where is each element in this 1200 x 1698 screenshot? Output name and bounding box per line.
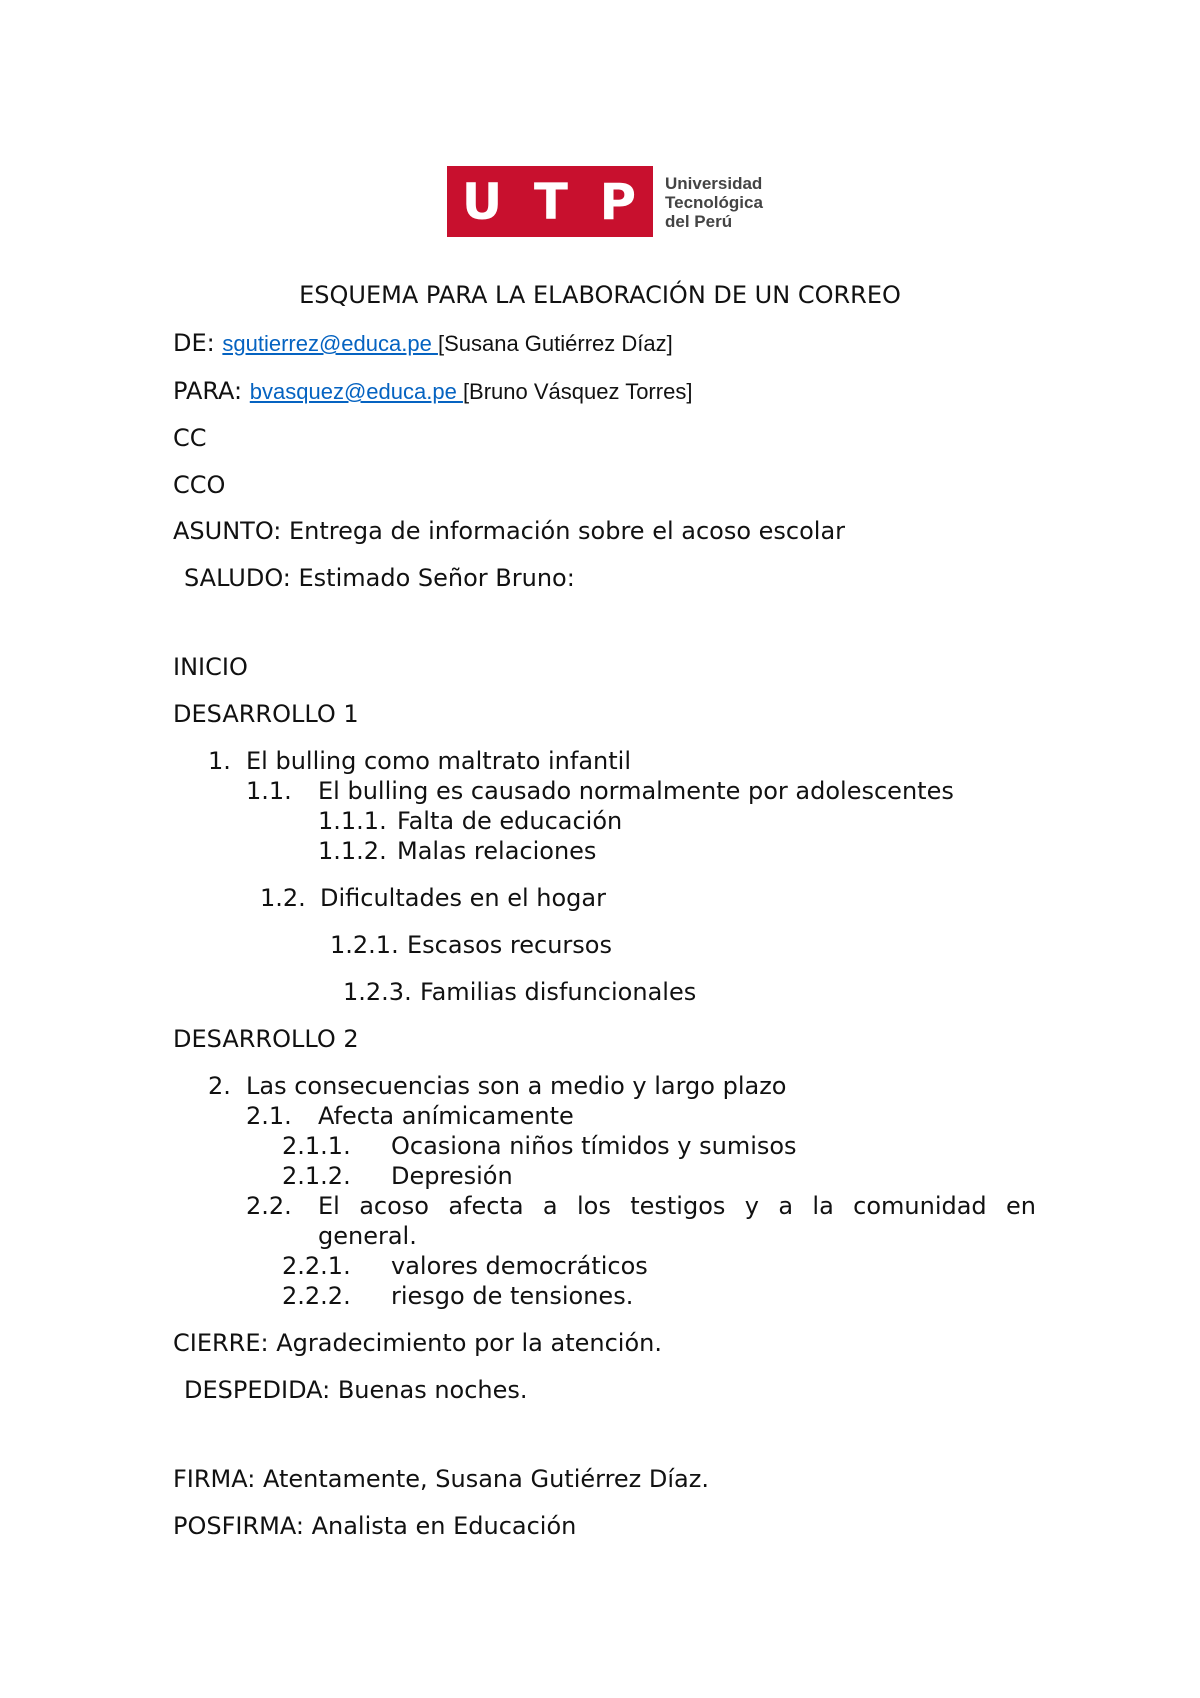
outline-item-num: 1.1.1. (318, 807, 387, 835)
outline-item-num: 2.2. (246, 1192, 292, 1220)
de-line (173, 328, 673, 359)
outline-item: 1. (208, 747, 231, 775)
logo-letter-t: T (533, 172, 571, 231)
outline-item-text: Falta de educación (397, 807, 623, 835)
de-label: DE: (173, 329, 215, 357)
logo-university-name: Universidad Tecnológica del Perú (665, 174, 763, 231)
logo-letter-u: U (461, 172, 505, 231)
outline-item-num: 2.1.1. (282, 1132, 351, 1160)
outline-item-text: Escasos recursos (407, 931, 612, 959)
de-email-link[interactable]: sgutierrez@educa.pe (222, 331, 438, 356)
outline-item-text: riesgo de tensiones. (391, 1282, 634, 1310)
desarrollo1-heading: DESARROLLO 1 (173, 700, 359, 728)
outline-item-text-justified: El acoso afecta a los testigos y a la comunidad en general. (318, 1192, 1036, 1250)
desarrollo2-heading: DESARROLLO 2 (173, 1025, 359, 1053)
cco-line: CCO (173, 471, 226, 499)
logo-letters (447, 166, 653, 237)
outline-item-text: El bulling como maltrato infantil (246, 747, 632, 775)
outline-item-text: Depresión (391, 1162, 513, 1190)
logo-letter-p: P (599, 172, 639, 231)
outline-item-num: 2.2.1. (282, 1252, 351, 1280)
outline-item-num: 2. (208, 1072, 231, 1100)
inicio-heading: INICIO (173, 653, 248, 681)
outline-item-text: El bulling es causado normalmente por adolescentes (318, 777, 954, 805)
para-name: [Bruno Vásquez Torres] (462, 379, 693, 404)
cc-line: CC (173, 424, 207, 452)
outline-item-num: 1.2. (260, 884, 306, 912)
outline-item-num: 2.1.2. (282, 1162, 351, 1190)
document-title: ESQUEMA PARA LA ELABORACIÓN DE UN CORREO (299, 281, 901, 309)
outline-item-num: 2.1. (246, 1102, 292, 1130)
outline-item-text: Afecta anímicamente (318, 1102, 574, 1130)
outline-item-text: Las consecuencias son a medio y largo plazo (246, 1072, 787, 1100)
outline-item-num: 1.2.1. (330, 931, 399, 959)
outline-item-text: Dificultades en el hogar (320, 884, 606, 912)
posfirma-line: POSFIRMA: Analista en Educación (173, 1512, 577, 1540)
para-label: PARA: (173, 377, 243, 405)
de-name: [Susana Gutiérrez Díaz] (437, 331, 673, 356)
outline-item-num: 1.2.3. (343, 978, 412, 1006)
para-email-link[interactable]: bvasquez@educa.pe (249, 379, 463, 404)
outline-item-text: Ocasiona niños tímidos y sumisos (391, 1132, 797, 1160)
outline-item-num: 1.1.2. (318, 837, 387, 865)
outline-item-text: Familias disfuncionales (420, 978, 697, 1006)
despedida-line: DESPEDIDA: Buenas noches. (184, 1376, 528, 1404)
saludo-line: SALUDO: Estimado Señor Bruno: (184, 564, 575, 592)
asunto-line: ASUNTO: Entrega de información sobre el acoso escolar (173, 517, 846, 545)
outline-item-num: 2.2.2. (282, 1282, 351, 1310)
cierre-line: CIERRE: Agradecimiento por la atención. (173, 1329, 662, 1357)
outline-item-text: valores democráticos (391, 1252, 648, 1280)
outline-item-text: Malas relaciones (397, 837, 597, 865)
outline-item-num: 1.1. (246, 777, 292, 805)
firma-line: FIRMA: Atentamente, Susana Gutiérrez Díaz. (173, 1465, 709, 1493)
para-line (173, 376, 692, 407)
